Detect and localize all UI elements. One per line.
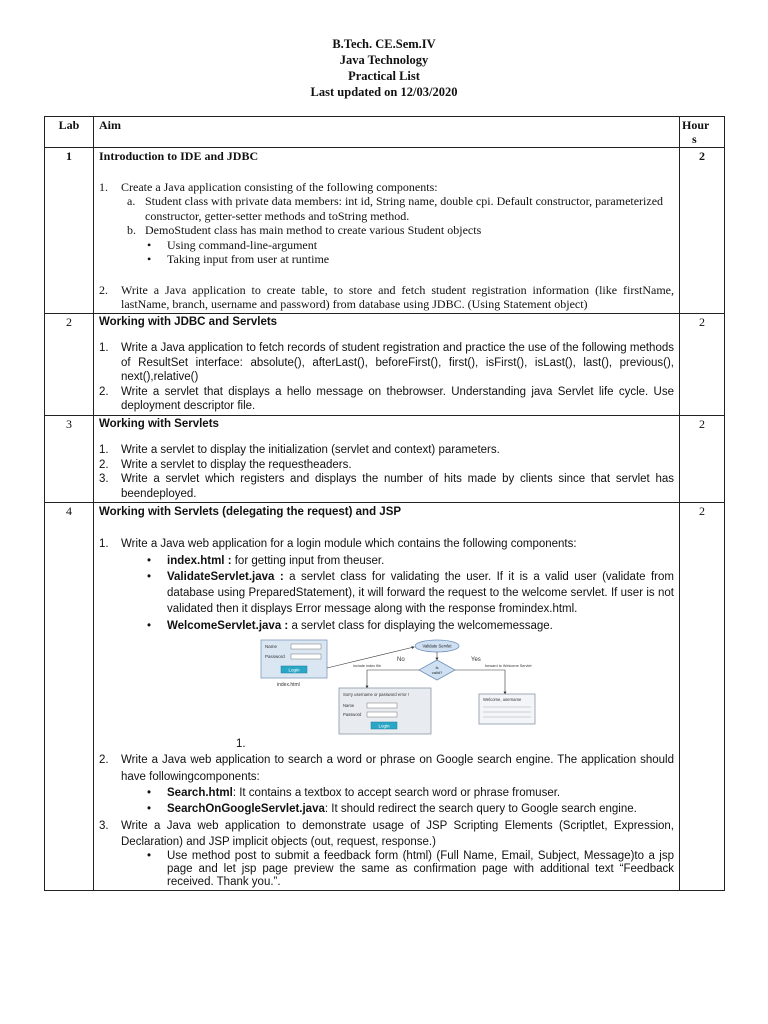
diagram-number: 1. (236, 738, 246, 751)
bullet-icon: • (147, 803, 152, 816)
aim-cell (94, 503, 680, 891)
aim-cell (94, 313, 680, 415)
lab-hours: 2 (680, 503, 725, 891)
error-message: Sorry username or password error ! (343, 692, 410, 698)
include-label: include index file (353, 664, 382, 669)
table-header-row (45, 117, 725, 148)
table-row (45, 313, 725, 415)
list-item: • index.html : for getting input from theuser. (99, 553, 674, 569)
list-item: 2. Write a Java web application to search a word or phrase on Google search engine. The application should have followingcomponents: (99, 754, 674, 783)
index-label: index.html (277, 682, 300, 689)
list-item: b. DemoStudent class has main method to create various Student objects (127, 223, 482, 237)
hours-header-part1: Hour (682, 118, 710, 132)
lab-number: 2 (45, 313, 94, 415)
name-label: Name (265, 644, 278, 650)
list-item: 1. Create a Java application consisting of the following components: (99, 179, 438, 194)
lab-hours: 2 (680, 415, 725, 503)
list-item: • SearchOnGoogleServlet.java: It should redirect the search query to Google search engine. (99, 801, 674, 817)
decision-label-1: Is (435, 665, 439, 671)
list-item: a. Student class with private data members: int id, String name, double cpi. Default constructor, parameterized constructor, getter-setter methods and toString method. (127, 194, 664, 223)
bullet-icon: • (147, 237, 152, 252)
table-row (45, 148, 725, 314)
yes-label: Yes (471, 657, 481, 664)
list-item: • Search.html: It contains a textbox to accept search word or phrase fromuser. (99, 785, 674, 801)
aim-column-header: Aim (94, 117, 680, 148)
lab-number: 4 (45, 503, 94, 891)
table-row (45, 415, 725, 503)
lab-number: 1 (45, 148, 94, 314)
bullet-icon: • (147, 570, 152, 583)
welcome-box (479, 694, 535, 724)
password-label: Password (265, 654, 285, 660)
decision-label-2: valid? (431, 670, 443, 676)
lab-title: Working with Servlets (delegating the request) and JSP (99, 506, 402, 518)
login-button: Login (288, 667, 300, 673)
list-item: 2. Write a Java application to create table, to store and fetch student registration information (like firstName, lastName, branch, username and password) from database using JDBC. (Using Statement object) (99, 282, 674, 311)
list-item: • ValidateServlet.java : a servlet class for validating the user. If it is a valid user (validate from database using PreparedStatement), it will forward the request to the welcome servlet. If user is not validated then it displays Error message along with the response fromindex.html. (147, 570, 674, 616)
last-updated: Last updated on 12/03/2020 (310, 85, 458, 99)
hours-column-header (680, 117, 725, 148)
forward-label: forward to Welcome Servlet (485, 664, 532, 669)
error-form-box (339, 688, 431, 734)
list-item: 1. Write a Java application to fetch records of student registration and practice the use of the following methods of ResultSet interface: absolute(), afterLast(), beforeFirst(), first(), isFirst(), isLast(), last(), previous(), next(),relative() (99, 342, 674, 383)
list-item: • Use method post to submit a feedback form (html) (Full Name, Email, Subject, Message)to a jsp page and let jsp page preview the same as confirmation page with additional text “Feedback received. Thank you.”. (147, 850, 674, 889)
list-item: 3. Write a Java web application to demonstrate usage of JSP Scripting Elements (Scriptlet, Expression, Declaration) and JSP implicit objects (out, request, response.) (99, 819, 674, 848)
welcome-message: Welcome, username (483, 697, 522, 703)
table-row (45, 503, 725, 891)
login-flow-diagram (257, 638, 557, 738)
lab-title: Working with JDBC and Servlets (99, 315, 278, 328)
list-title: Practical List (348, 69, 420, 83)
lab-title: Working with Servlets (99, 417, 219, 430)
lab-hours: 2 (680, 313, 725, 415)
course-line: B.Tech. CE.Sem.IV (332, 37, 436, 51)
error-password-label: Password (343, 712, 362, 718)
lab-number: 3 (45, 415, 94, 503)
hours-header-part2: s (692, 132, 697, 146)
subject-line: Java Technology (339, 53, 429, 67)
bullet-icon: • (147, 786, 152, 799)
list-item: 2. Write a servlet that displays a hello message on thebrowser. Understanding java Servlet life cycle. Use deployment descriptor file. (99, 385, 674, 412)
list-item: • Using command-line-argument (147, 237, 318, 252)
login-flow-diagram-svg (257, 638, 557, 738)
document-header (0, 36, 768, 100)
list-item: • WelcomeServlet.java : a servlet class for displaying the welcomemessage. (99, 618, 674, 634)
validate-servlet-label: Validate Servlet (422, 643, 452, 649)
lab-column-header: Lab (45, 117, 94, 148)
index-form-box (261, 640, 327, 678)
no-label: No (397, 657, 405, 664)
list-item: 1. Write a Java web application for a login module which contains the following components: (99, 538, 577, 551)
aim-cell (94, 415, 680, 503)
list-item: 1. Write a servlet to display the initialization (servlet and context) parameters. (99, 444, 500, 456)
list-item: 3. Write a servlet which registers and displays the number of hits made by clients since that servlet has beendeployed. (99, 473, 674, 500)
bullet-icon: • (147, 850, 152, 863)
practical-list-table (44, 116, 725, 891)
bullet-icon: • (147, 252, 152, 266)
bullet-icon: • (147, 554, 152, 567)
error-name-label: Name (343, 703, 355, 709)
list-item: • Taking input from user at runtime (147, 252, 330, 266)
aim-cell (94, 148, 680, 314)
bullet-icon: • (147, 619, 152, 632)
error-login-button: Login (378, 723, 390, 729)
lab-title: Introduction to IDE and JDBC (99, 149, 259, 163)
lab-hours: 2 (680, 148, 725, 314)
list-item: 2. Write a servlet to display the requestheaders. (99, 458, 352, 471)
